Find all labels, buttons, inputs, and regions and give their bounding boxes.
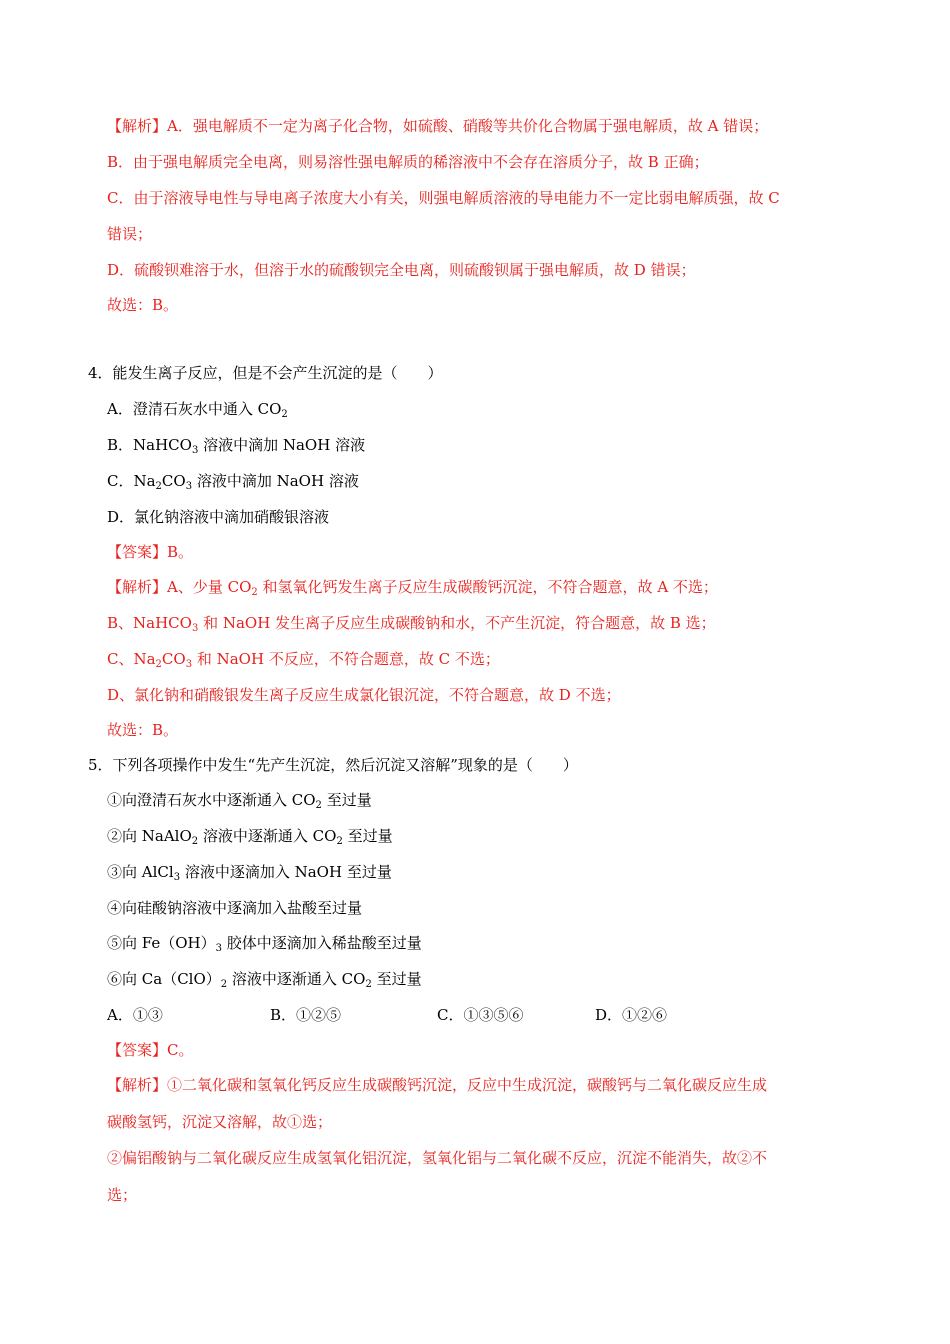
q4-option-d: D．氯化钠溶液中滴加硝酸银溶液 bbox=[107, 508, 330, 526]
q4-conclusion: 故选：B。 bbox=[107, 721, 179, 739]
q3-conclusion: 故选：B。 bbox=[107, 296, 179, 314]
q4-option-a: A．澄清石灰水中通入 $CO_2$ bbox=[107, 400, 288, 420]
q5-item-6: ⑥向 $Ca(ClO)_2$ 溶液中逐渐通入 $CO_2$ 至过量 bbox=[107, 970, 422, 990]
q3-analysis-line-2: B．由于强电解质完全电离，则易溶性强电解质的稀溶液中不会存在溶质分子，故 B 正确； bbox=[107, 153, 709, 171]
q3-analysis-line-3: C．由于溶液导电性与导电离子浓度大小有关，则强电解质溶液的导电能力不一定比弱电解质强，故 C bbox=[107, 189, 780, 207]
q5-item-3: ③向 AlCl$_3$ 溶液中逐滴加入 NaOH 至过量 bbox=[107, 863, 392, 883]
q3-analysis-line-1: 【解析】A．强电解质不一定为离子化合物，如硫酸、硝酸等共价化合物属于强电解质，故 A 错误； bbox=[107, 117, 769, 135]
q5-item-5: ⑤向 $Fe(OH)_3$ 胶体中逐滴加入稀盐酸至过量 bbox=[107, 934, 422, 954]
q4-option-c: C．$Na_2CO_3$ 溶液中滴加 NaOH 溶液 bbox=[107, 472, 359, 492]
q5-analysis-line-3: ②偏铝酸钠与二氧化碳反应生成氢氧化铝沉淀，氢氧化铝与二氧化碳不反应，沉淀不能消失，故②不 bbox=[107, 1149, 768, 1167]
q4-analysis-line-4: D、氯化钠和硝酸银发生离子反应生成氯化银沉淀，不符合题意，故 D 不选； bbox=[107, 686, 621, 704]
q3-analysis-line-4: 错误； bbox=[107, 225, 153, 243]
analysis-tag: 【解析】 bbox=[107, 117, 168, 135]
q4-answer: 【答案】B。 bbox=[107, 543, 194, 561]
q3-analysis-line-5: D．硫酸钡难溶于水，但溶于水的硫酸钡完全电离，则硫酸钡属于强电解质，故 D 错误； bbox=[107, 261, 696, 279]
q5-answer: 【答案】C。 bbox=[107, 1041, 194, 1059]
q5-choice-c: C．①③⑤⑥ bbox=[437, 1006, 524, 1024]
q4-analysis-line-2: B、NaHCO$_3$ 和 NaOH 发生离子反应生成碳酸钠和水，不产生沉淀，符合题意，故 B 选； bbox=[107, 614, 716, 634]
analysis-tag: 【解析】 bbox=[107, 578, 168, 596]
q4-option-b: B．NaHCO$_3$ 溶液中滴加 NaOH 溶液 bbox=[107, 436, 366, 456]
q5-stem: 5．下列各项操作中发生“先产生沉淀，然后沉淀又溶解”现象的是（ ） bbox=[88, 756, 578, 774]
q4-analysis-line-3: C、$Na_2CO_3$ 和 NaOH 不反应，不符合题意，故 C 不选； bbox=[107, 650, 500, 670]
q5-item-2: ②向 NaAlO$_2$ 溶液中逐渐通入 $CO_2$ 至过量 bbox=[107, 827, 393, 847]
q5-choice-d: D．①②⑥ bbox=[595, 1006, 668, 1024]
analysis-tag: 【解析】 bbox=[107, 1076, 168, 1094]
q5-choice-a: A．①③ bbox=[107, 1006, 163, 1024]
q5-item-4: ④向硅酸钠溶液中逐滴加入盐酸至过量 bbox=[107, 899, 363, 917]
q4-stem: 4．能发生离子反应，但是不会产生沉淀的是（ ） bbox=[88, 364, 443, 382]
q5-choice-b: B．①②⑤ bbox=[270, 1006, 342, 1024]
q5-analysis-line-2: 碳酸氢钙，沉淀又溶解，故①选； bbox=[107, 1113, 333, 1131]
q5-analysis-line-4: 选； bbox=[107, 1186, 138, 1204]
q4-analysis-line-1: 【解析】A、少量 $CO_2$ 和氢氧化钙发生离子反应生成碳酸钙沉淀，不符合题意，故 A 不选； bbox=[107, 578, 718, 598]
q5-analysis-line-1: 【解析】①二氧化碳和氢氧化钙反应生成碳酸钙沉淀，反应中生成沉淀，碳酸钙与二氧化碳反应生成 bbox=[107, 1076, 768, 1094]
q5-item-1: ①向澄清石灰水中逐渐通入 $CO_2$ 至过量 bbox=[107, 791, 372, 811]
